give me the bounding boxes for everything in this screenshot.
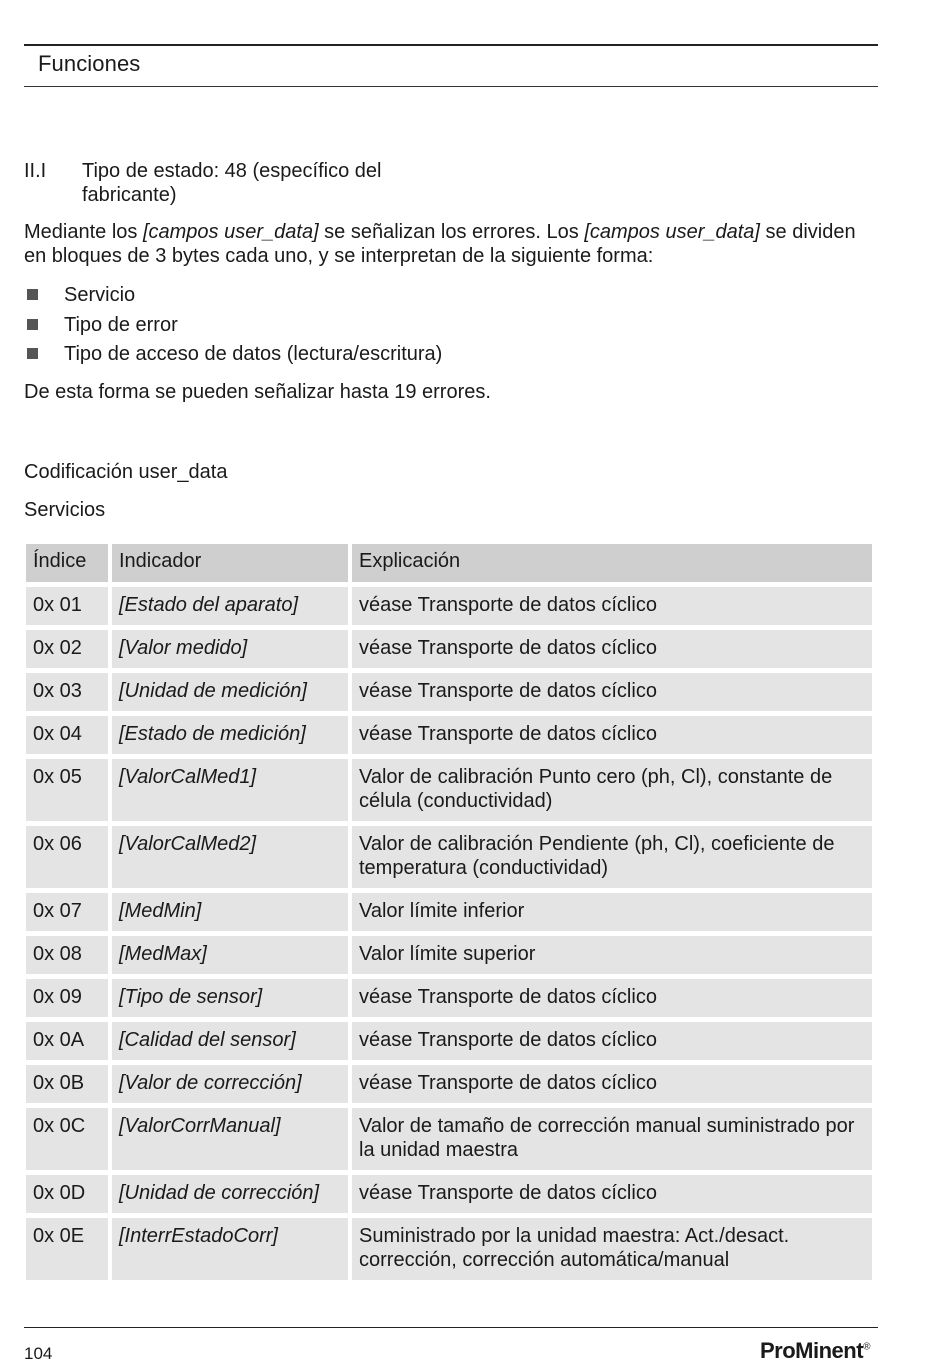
cell-indicator: [Tipo de sensor] xyxy=(112,979,348,1017)
step-number: II.I xyxy=(24,160,47,182)
bullet-square-icon xyxy=(27,289,38,300)
cell-explanation: Valor de calibración Punto cero (ph, Cl), constante de célula (conductividad) xyxy=(352,759,872,821)
cell-explanation: véase Transporte de datos cíclico xyxy=(352,1065,872,1103)
brand-logo xyxy=(760,1338,870,1364)
cell-explanation: véase Transporte de datos cíclico xyxy=(352,673,872,711)
cell-index: 0x 0E xyxy=(26,1218,108,1280)
brand-name: ProMinent xyxy=(760,1338,864,1363)
header-rule-top xyxy=(24,44,878,46)
cell-explanation: véase Transporte de datos cíclico xyxy=(352,716,872,754)
cell-indicator: [Valor medido] xyxy=(112,630,348,668)
table-row xyxy=(26,759,872,821)
cell-index: 0x 04 xyxy=(26,716,108,754)
bullet-list xyxy=(24,282,878,371)
table-header-row xyxy=(26,544,872,582)
cell-explanation: véase Transporte de datos cíclico xyxy=(352,979,872,1017)
cell-indicator: [InterrEstadoCorr] xyxy=(112,1218,348,1280)
intro-text: se señalizan los errores. Los xyxy=(318,221,585,243)
table-row xyxy=(26,936,872,974)
page-number: 104 xyxy=(24,1344,53,1363)
cell-index: 0x 0C xyxy=(26,1108,108,1170)
cell-indicator: [Estado del aparato] xyxy=(112,587,348,625)
table-row xyxy=(26,893,872,931)
cell-explanation: Valor de tamaño de corrección manual suministrado por la unidad maestra xyxy=(352,1108,872,1170)
table-row xyxy=(26,716,872,754)
cell-explanation: Suministrado por la unidad maestra: Act./desact. corrección, corrección automática/manual xyxy=(352,1218,872,1280)
cell-index: 0x 06 xyxy=(26,826,108,888)
bullet-text: Tipo de acceso de datos (lectura/escritura) xyxy=(64,343,443,365)
table-row xyxy=(26,1108,872,1170)
cell-index: 0x 0A xyxy=(26,1022,108,1060)
intro-paragraph xyxy=(24,220,878,268)
footer-rule xyxy=(24,1327,878,1328)
intro-field-ref: [campos user_data] xyxy=(584,221,760,243)
summary-paragraph: De esta forma se pueden señalizar hasta 19 errores. xyxy=(24,381,491,403)
bullet-square-icon xyxy=(27,348,38,359)
cell-indicator: [Calidad del sensor] xyxy=(112,1022,348,1060)
cell-indicator: [MedMin] xyxy=(112,893,348,931)
section-title: Codificación user_data xyxy=(24,461,228,483)
cell-indicator: [ValorCalMed2] xyxy=(112,826,348,888)
table-row xyxy=(26,979,872,1017)
table-row xyxy=(26,630,872,668)
table-row xyxy=(26,1218,872,1280)
bullet-text: Servicio xyxy=(64,284,136,306)
bullet-square-icon xyxy=(27,319,38,330)
header-rule-bottom xyxy=(24,86,878,87)
cell-index: 0x 09 xyxy=(26,979,108,1017)
cell-indicator: [Valor de corrección] xyxy=(112,1065,348,1103)
services-table xyxy=(22,539,876,1285)
section-subtitle: Servicios xyxy=(24,499,106,521)
intro-text: Mediante los xyxy=(24,221,143,243)
cell-index: 0x 08 xyxy=(26,936,108,974)
cell-indicator: [MedMax] xyxy=(112,936,348,974)
column-header-explanation: Explicación xyxy=(352,544,872,582)
cell-index: 0x 02 xyxy=(26,630,108,668)
cell-index: 0x 01 xyxy=(26,587,108,625)
cell-explanation: véase Transporte de datos cíclico xyxy=(352,1022,872,1060)
cell-explanation: véase Transporte de datos cíclico xyxy=(352,1175,872,1213)
table-row xyxy=(26,1065,872,1103)
table-row xyxy=(26,826,872,888)
intro-field-ref: [campos user_data] xyxy=(142,221,319,243)
bullet-text: Tipo de error xyxy=(64,313,178,336)
cell-indicator: [ValorCorrManual] xyxy=(112,1108,348,1170)
list-item xyxy=(24,312,878,342)
cell-indicator: [Estado de medición] xyxy=(112,716,348,754)
step-text: Tipo de estado: 48 (específico del fabricante) xyxy=(82,160,382,206)
page-title: Funciones xyxy=(38,51,141,76)
table-row xyxy=(26,587,872,625)
table-row xyxy=(26,673,872,711)
intro-text: se dividen en bloques de 3 bytes cada uno, y se interpretan de la siguiente forma: xyxy=(24,221,856,267)
cell-indicator: [ValorCalMed1] xyxy=(112,759,348,821)
cell-explanation: Valor límite superior xyxy=(352,936,872,974)
cell-index: 0x 05 xyxy=(26,759,108,821)
cell-explanation: véase Transporte de datos cíclico xyxy=(352,630,872,668)
cell-index: 0x 03 xyxy=(26,673,108,711)
list-item xyxy=(24,282,878,312)
cell-index: 0x 0D xyxy=(26,1175,108,1213)
brand-mark: ® xyxy=(863,1341,870,1353)
list-item xyxy=(24,341,878,371)
column-header-indicator: Indicador xyxy=(112,544,348,582)
table-row xyxy=(26,1175,872,1213)
table-row xyxy=(26,1022,872,1060)
cell-explanation: Valor de calibración Pendiente (ph, Cl), coeficiente de temperatura (conductividad) xyxy=(352,826,872,888)
cell-index: 0x 0B xyxy=(26,1065,108,1103)
cell-index: 0x 07 xyxy=(26,893,108,931)
column-header-index: Índice xyxy=(26,544,108,582)
cell-explanation: Valor límite inferior xyxy=(352,893,872,931)
cell-explanation: véase Transporte de datos cíclico xyxy=(352,587,872,625)
cell-indicator: [Unidad de medición] xyxy=(112,673,348,711)
cell-indicator: [Unidad de corrección] xyxy=(112,1175,348,1213)
